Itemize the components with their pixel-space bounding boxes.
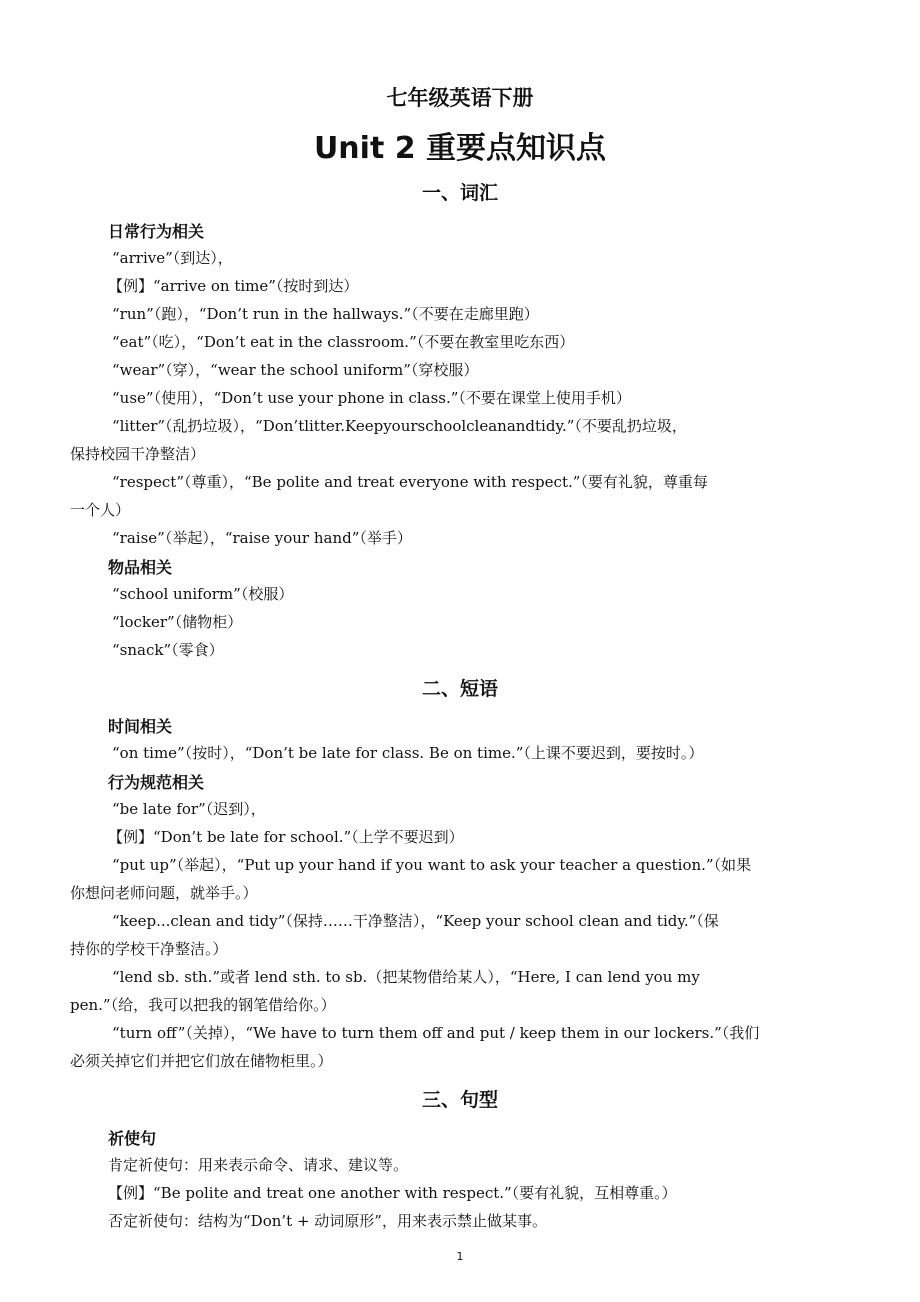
text-line: “on time”（按时），“Don’t be late for class. Be on time.”（上课不要迟到，要按时。）	[112, 744, 704, 762]
text-line: “school uniform”（校服）	[112, 585, 294, 603]
example-line: 【例】“arrive on time”（按时到达）	[108, 277, 359, 295]
text-line: “raise”（举起），“raise your hand”（举手）	[112, 529, 412, 547]
section-heading-sentence-patterns: 三、句型	[421, 1089, 498, 1111]
text-line-continued: 一个人）	[70, 501, 131, 519]
doc-title-grade: 七年级英语下册	[386, 86, 534, 110]
text-line: “turn off”（关掉），“We have to turn them off and put / keep them in our lockers.”（我们	[112, 1024, 760, 1042]
example-line: 【例】“Don’t be late for school.”（上学不要迟到）	[108, 828, 464, 846]
subheading-behavior: 行为规范相关	[108, 773, 205, 792]
section-heading-vocabulary: 一、词汇	[421, 182, 498, 204]
text-line: “use”（使用），“Don’t use your phone in class.”（不要在课堂上使用手机）	[112, 389, 631, 407]
text-line: 否定祈使句：结构为“Don’t + 动词原形”，用来表示禁止做某事。	[108, 1212, 547, 1230]
text-line: “keep...clean and tidy”（保持……干净整洁），“Keep your school clean and tidy.”（保	[112, 912, 719, 930]
text-line: “put up”（举起），“Put up your hand if you want to ask your teacher a question.”（如果	[112, 856, 752, 874]
text-line-continued: pen.”（给，我可以把我的钢笔借给你。）	[70, 996, 336, 1014]
text-line: “snack”（零食）	[112, 641, 224, 659]
section-heading-phrases: 二、短语	[421, 678, 498, 700]
example-line: 【例】“Be polite and treat one another with respect.”（要有礼貌，互相尊重。）	[108, 1184, 677, 1202]
text-line: “litter”（乱扔垃圾），“Don’tlitter.Keepyourschoolcleanandtidy.”（不要乱扔垃圾，	[112, 417, 687, 435]
text-line: 肯定祈使句：用来表示命令、请求、建议等。	[108, 1156, 409, 1174]
page-number: 1	[456, 1250, 464, 1263]
text-line-continued: 持你的学校干净整洁。）	[70, 940, 228, 958]
text-line-continued: 保持校园干净整洁）	[70, 445, 206, 463]
text-line: “locker”（储物柜）	[112, 613, 243, 631]
text-line-continued: 必须关掉它们并把它们放在储物柜里。）	[70, 1052, 333, 1070]
text-line: “be late for”（迟到），	[112, 800, 266, 818]
text-line: “respect”（尊重），“Be polite and treat everyone with respect.”（要有礼貌，尊重每	[112, 473, 708, 491]
subheading-daily-actions: 日常行为相关	[108, 222, 205, 241]
subheading-time: 时间相关	[108, 717, 173, 736]
doc-title-unit: Unit 2 重要点知识点	[313, 131, 607, 166]
text-line: “wear”（穿），“wear the school uniform”（穿校服）	[112, 361, 479, 379]
text-line: “eat”（吃），“Don’t eat in the classroom.”（不要在教室里吃东西）	[112, 333, 575, 351]
text-line-continued: 你想问老师问题，就举手。）	[70, 884, 258, 902]
text-line: “arrive”（到达），	[112, 249, 233, 267]
subheading-imperative: 祈使句	[108, 1129, 157, 1148]
subheading-items: 物品相关	[108, 558, 173, 577]
text-line: “run”（跑），“Don’t run in the hallways.”（不要在走廊里跑）	[112, 305, 539, 323]
text-line: “lend sb. sth.”或者 lend sth. to sb.（把某物借给某人），“Here, I can lend you my	[112, 968, 700, 986]
